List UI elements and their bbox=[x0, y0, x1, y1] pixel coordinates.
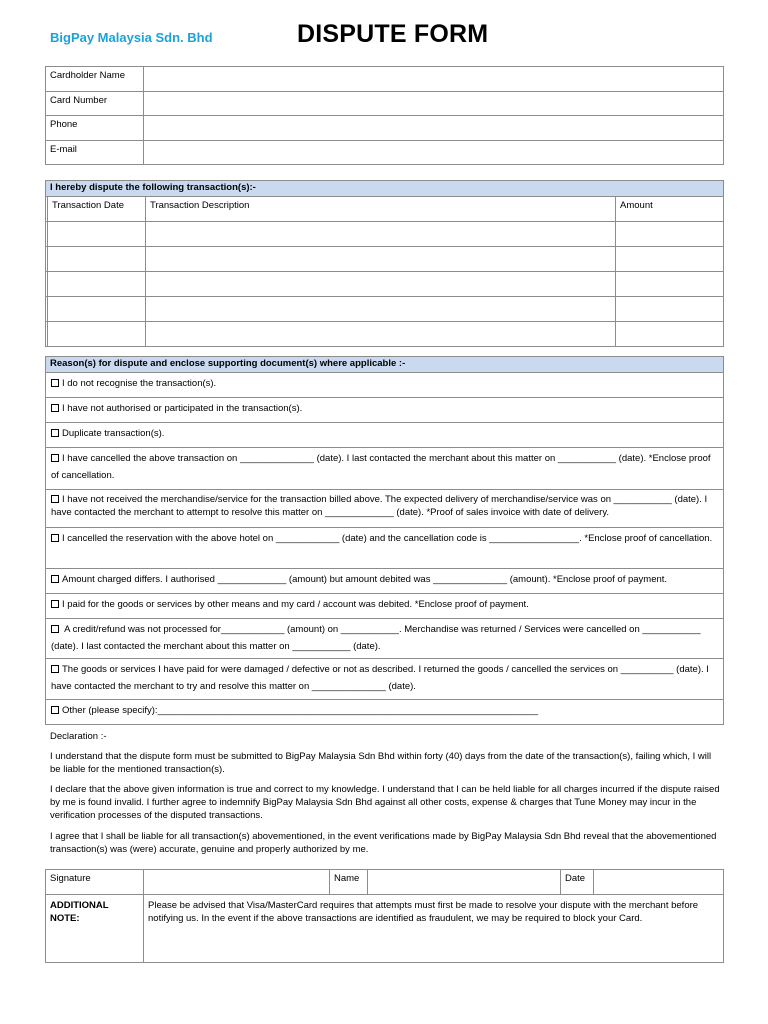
reason-text: Duplicate transaction(s). bbox=[62, 428, 165, 439]
name-label: Name bbox=[330, 870, 368, 895]
reason-option bbox=[46, 528, 724, 569]
company-name: BigPay Malaysia Sdn. Bhd bbox=[50, 30, 213, 45]
amount-cell[interactable] bbox=[616, 272, 724, 297]
transaction-date-cell[interactable] bbox=[48, 322, 146, 347]
declaration-heading: Declaration :- bbox=[50, 731, 107, 742]
cardholder-name-field[interactable] bbox=[144, 67, 724, 92]
checkbox[interactable] bbox=[51, 575, 59, 583]
reason-text: Other (please specify):________________________________________________________________________ bbox=[62, 705, 538, 716]
reason-option bbox=[46, 569, 724, 594]
transaction-description-header: Transaction Description bbox=[146, 197, 616, 222]
reason-text: A credit/refund was not processed for____________ (amount) on ___________. Merchandise was returned / Services were cancelled on ___________ (date). I last contacted the merchant about this matter on ___________ (date). bbox=[51, 624, 701, 652]
cardholder-name-row bbox=[46, 67, 724, 92]
reason-text: I have not received the merchandise/service for the transaction billed above. The expected delivery of merchandise/service was on ___________ (date). I have contacted the merchant to attempt to resolve this matter on _____________ (date). *Proof of sales invoice with date of delivery. bbox=[51, 494, 708, 518]
reason-option bbox=[46, 398, 724, 423]
checkbox[interactable] bbox=[51, 379, 59, 387]
checkbox[interactable] bbox=[51, 600, 59, 608]
signature-label: Signature bbox=[46, 870, 144, 895]
reason-text: I have not authorised or participated in the transaction(s). bbox=[62, 403, 303, 414]
checkbox[interactable] bbox=[51, 404, 59, 412]
amount-cell[interactable] bbox=[616, 222, 724, 247]
transaction-date-cell[interactable] bbox=[48, 297, 146, 322]
checkbox[interactable] bbox=[51, 454, 59, 462]
declaration-paragraph: I agree that I shall be liable for all transaction(s) abovementioned, in the event verifications made by BigPay Malaysia Sdn Bhd reveal that the abovementioned transaction(s) was (were) accurate, genuine and properly authorized by me. bbox=[50, 831, 717, 855]
transaction-row bbox=[46, 247, 724, 272]
transaction-row bbox=[46, 297, 724, 322]
reason-text: I cancelled the reservation with the above hotel on ____________ (date) and the cancellation code is _________________. *Enclose proof of cancellation. bbox=[62, 533, 713, 544]
transaction-description-cell[interactable] bbox=[146, 297, 616, 322]
checkbox[interactable] bbox=[51, 429, 59, 437]
reason-option bbox=[46, 423, 724, 448]
transaction-date-cell[interactable] bbox=[48, 247, 146, 272]
declaration-paragraph: I declare that the above given information is true and correct to my knowledge. I understand that I can be held liable for all charges incurred if the dispute raised by me is found invalid. I further agree to indemnify BigPay Malaysia Sdn Bhd against all other costs, expense & charges that Tune Money may incur in the verification processes of the disputed transactions. bbox=[50, 784, 720, 821]
transaction-description-cell[interactable] bbox=[146, 247, 616, 272]
date-field[interactable] bbox=[594, 870, 724, 895]
reasons-heading: Reason(s) for dispute and enclose supporting document(s) where applicable :- bbox=[46, 357, 724, 373]
transaction-description-cell[interactable] bbox=[146, 322, 616, 347]
reason-option bbox=[46, 700, 724, 725]
date-label: Date bbox=[561, 870, 594, 895]
signature-table bbox=[45, 869, 724, 963]
transaction-row bbox=[46, 322, 724, 347]
transactions-heading: I hereby dispute the following transaction(s):- bbox=[46, 181, 724, 197]
cardholder-name-label: Cardholder Name bbox=[46, 67, 144, 92]
reasons-table bbox=[45, 356, 724, 725]
phone-label: Phone bbox=[46, 116, 144, 141]
amount-header: Amount bbox=[616, 197, 724, 222]
reason-option bbox=[46, 619, 724, 659]
card-number-row bbox=[46, 91, 724, 116]
email-label: E-mail bbox=[46, 140, 144, 165]
additional-note-label: ADDITIONAL NOTE: bbox=[46, 895, 144, 963]
reason-option bbox=[46, 490, 724, 528]
signature-field[interactable] bbox=[144, 870, 330, 895]
additional-note-text: Please be advised that Visa/MasterCard requires that attempts must first be made to resolve your dispute with the merchant before notifying us. In the event if the above transactions are identified as fraudulent, we may be required to block your Card. bbox=[144, 895, 724, 963]
checkbox[interactable] bbox=[51, 665, 59, 673]
reason-option bbox=[46, 659, 724, 700]
card-number-field[interactable] bbox=[144, 91, 724, 116]
amount-cell[interactable] bbox=[616, 297, 724, 322]
reason-text: I do not recognise the transaction(s). bbox=[62, 378, 217, 389]
reason-option bbox=[46, 448, 724, 490]
checkbox[interactable] bbox=[51, 495, 59, 503]
email-field[interactable] bbox=[144, 140, 724, 165]
checkbox[interactable] bbox=[51, 625, 59, 633]
reason-option bbox=[46, 594, 724, 619]
reason-option bbox=[46, 373, 724, 398]
reason-text: I paid for the goods or services by other means and my card / account was debited. *Enclose proof of payment. bbox=[62, 599, 529, 610]
amount-cell[interactable] bbox=[616, 247, 724, 272]
transaction-description-cell[interactable] bbox=[146, 272, 616, 297]
transaction-description-cell[interactable] bbox=[146, 222, 616, 247]
transaction-date-cell[interactable] bbox=[48, 272, 146, 297]
transaction-date-header: Transaction Date bbox=[48, 197, 146, 222]
amount-cell[interactable] bbox=[616, 322, 724, 347]
name-field[interactable] bbox=[368, 870, 561, 895]
phone-field[interactable] bbox=[144, 116, 724, 141]
checkbox[interactable] bbox=[51, 534, 59, 542]
declaration-paragraph: I understand that the dispute form must be submitted to BigPay Malaysia Sdn Bhd within forty (40) days from the date of the transaction(s), failing which, I will be liable for the mentioned transaction(s). bbox=[50, 751, 712, 775]
transactions-table bbox=[45, 180, 724, 347]
cardholder-table bbox=[45, 66, 724, 165]
checkbox[interactable] bbox=[51, 706, 59, 714]
reason-text: Amount charged differs. I authorised _____________ (amount) but amount debited was ______________ (amount). *Enclose proof of payment. bbox=[62, 574, 668, 585]
transaction-row bbox=[46, 272, 724, 297]
card-number-label: Card Number bbox=[46, 91, 144, 116]
reason-text: I have cancelled the above transaction on ______________ (date). I last contacted the merchant about this matter on ___________ (date). *Enclose proof of cancellation. bbox=[51, 453, 711, 481]
transaction-row bbox=[46, 222, 724, 247]
reason-text: The goods or services I have paid for were damaged / defective or not as described. I returned the goods / cancelled the services on __________ (date). I have contacted the merchant to try and resolve this matter on ______________ (date). bbox=[51, 664, 709, 692]
transaction-date-cell[interactable] bbox=[48, 222, 146, 247]
email-row bbox=[46, 140, 724, 165]
phone-row bbox=[46, 116, 724, 141]
form-title: DISPUTE FORM bbox=[297, 20, 489, 48]
